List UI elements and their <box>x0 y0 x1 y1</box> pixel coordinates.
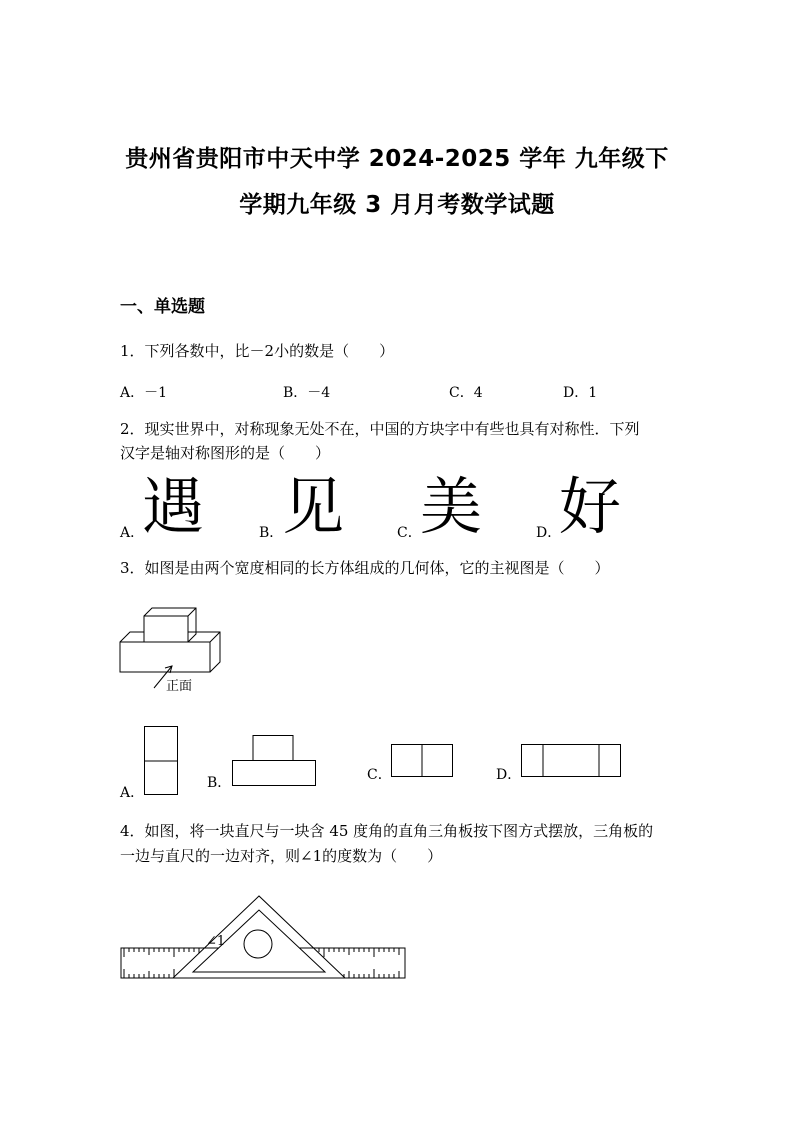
question-1-option-d: D．1 <box>563 385 598 401</box>
question-3-option-a-figure <box>144 726 178 796</box>
question-2-option-c-letter: C． <box>397 525 422 541</box>
question-1-option-a: A．－1 <box>120 385 168 401</box>
question-1-option-c: C．4 <box>449 385 483 401</box>
question-3-front-label: 正面 <box>166 679 193 694</box>
doc-title-line2: 学期九年级 3 月月考数学试题 <box>239 192 555 218</box>
question-1-stem: 1．下列各数中，比－2小的数是（ ） <box>120 342 395 360</box>
question-3-option-b-letter: B． <box>207 775 232 791</box>
question-3-option-a-letter: A． <box>120 785 145 801</box>
question-4-stem-line1: 4．如图，将一块直尺与一块含 45 度角的直角三角板按下图方式摆放，三角板的 <box>120 822 654 840</box>
doc-title-line1: 贵州省贵阳市中天中学 2024-2025 学年 九年级下 <box>125 146 669 172</box>
question-2-option-a-letter: A． <box>120 525 145 541</box>
question-1-option-b: B．－4 <box>283 385 331 401</box>
question-3-option-b-figure <box>232 735 316 787</box>
question-3-option-c-figure <box>391 744 453 778</box>
question-2-stem-line2: 汉字是轴对称图形的是（ ） <box>120 444 331 462</box>
question-2-option-d-letter: D． <box>536 525 562 541</box>
section-heading: 一、单选题 <box>120 297 205 317</box>
question-4-ruler-triangle-figure <box>118 892 408 982</box>
question-2-stem-line1: 2．现实世界中，对称现象无处不在，中国的方块字中有些也具有对称性．下列 <box>120 420 640 438</box>
angle-1-label: ∠1 <box>206 934 226 949</box>
question-3-option-c-letter: C． <box>367 767 392 783</box>
question-2-option-b-letter: B． <box>259 525 284 541</box>
question-2-option-d-char: 好 <box>559 470 622 543</box>
question-4-stem-line2: 一边与直尺的一边对齐，则∠1的度数为（ ） <box>120 847 443 865</box>
question-3-stem: 3．如图是由两个宽度相同的长方体组成的几何体，它的主视图是（ ） <box>120 559 610 577</box>
question-2-option-b-char: 见 <box>282 470 345 543</box>
question-2-option-c-char: 美 <box>420 470 483 543</box>
question-3-option-d-letter: D． <box>496 767 522 783</box>
question-2-option-a-char: 遇 <box>142 470 205 543</box>
question-3-option-d-figure <box>521 744 621 778</box>
